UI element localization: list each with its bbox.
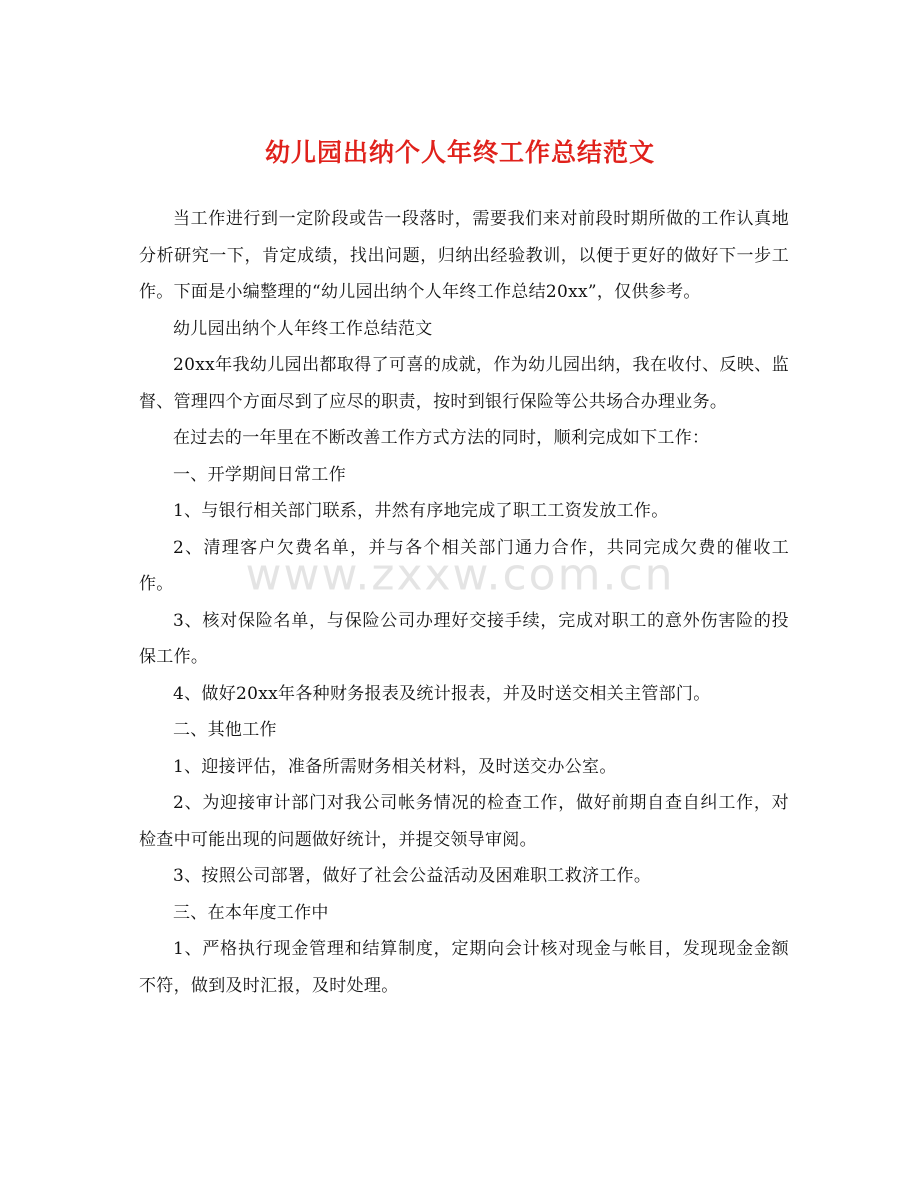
list-item: 3、核对保险名单，与保险公司办理好交接手续，完成对职工的意外伤害险的投保工作。 [139, 610, 789, 667]
section-heading-2: 二、其他工作 [173, 720, 277, 740]
list-item: 2、为迎接审计部门对我公司帐务情况的检查工作，做好前期自查自纠工作，对检查中可能出现的问题做好统计，并提交领导审阅。 [139, 793, 789, 850]
section-heading-3: 三、在本年度工作中 [173, 902, 329, 923]
list-item: 2、清理客户欠费名单，并与各个相关部门通力合作，共同完成欠费的催收工作。 [139, 537, 789, 594]
paragraph-intro: 当工作进行到一定阶段或告一段落时，需要我们来对前段时期所做的工作认真地分析研究一下，肯定成绩，找出问题，归纳出经验教训，以便于更好的做好下一步工作。下面是小编整理的“幼儿园出纳个人年终工作总结20xx”，仅供参考。 [139, 209, 789, 302]
list-item: 3、按照公司部署，做好了社会公益活动及困难职工救济工作。 [173, 866, 652, 886]
paragraph-subtitle: 幼儿园出纳个人年终工作总结范文 [173, 318, 433, 339]
document-title: 幼儿园出纳个人年终工作总结范文 [264, 137, 655, 167]
paragraph-summary-lead: 在过去的一年里在不断改善工作方式方法的同时，顺利完成如下工作： [173, 428, 710, 448]
list-item: 1、与银行相关部门联系，井然有序地完成了职工工资发放工作。 [173, 501, 669, 521]
paragraph-achievement: 20xx年我幼儿园出都取得了可喜的成就，作为幼儿园出纳，我在收付、反映、监督、管理四个方面尽到了应尽的职责，按时到银行保险等公共场合办理业务。 [139, 355, 789, 412]
list-item: 1、迎接评估，准备所需财务相关材料，及时送交办公室。 [173, 756, 617, 777]
list-item: 4、做好20xx年各种财务报表及统计报表，并及时送交相关主管部门。 [173, 683, 711, 704]
document-body [139, 201, 789, 1004]
watermark: www.zxxw.com.cn [245, 549, 675, 601]
section-heading-1: 一、开学期间日常工作 [173, 464, 346, 485]
list-item: 1、严格执行现金管理和结算制度，定期向会计核对现金与帐目，发现现金金额不符，做到及时汇报，及时处理。 [139, 939, 789, 996]
